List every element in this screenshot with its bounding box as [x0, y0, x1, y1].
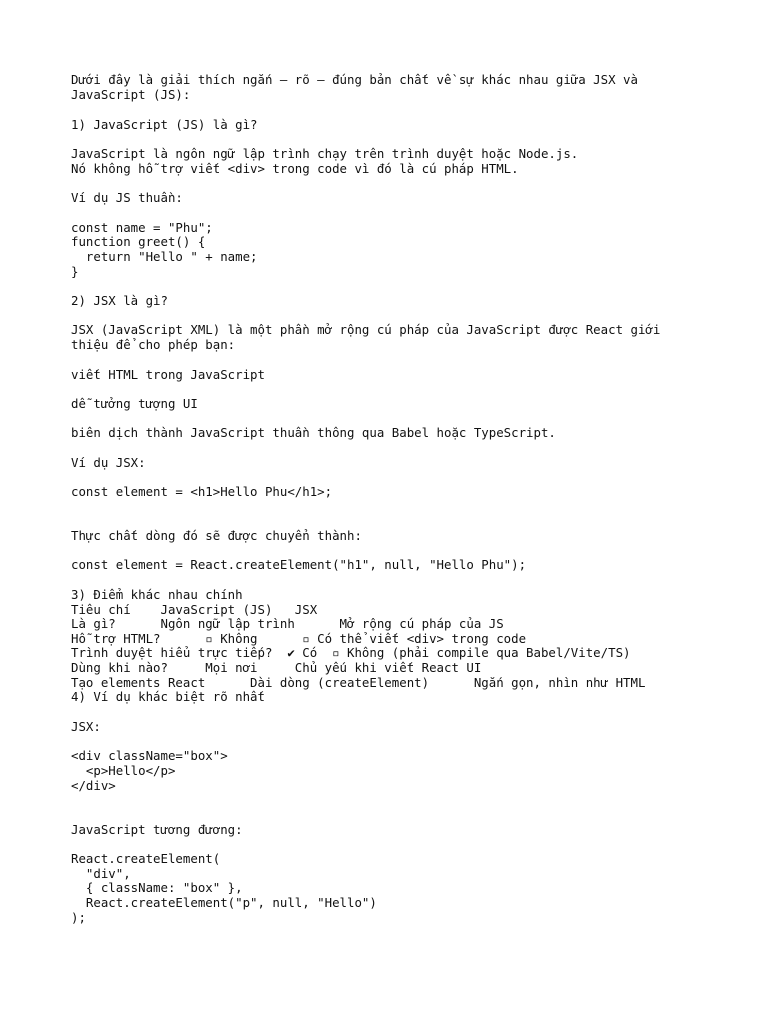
code-line: const element = <h1>Hello Phu</h1>;	[71, 484, 333, 499]
code-line: );	[71, 910, 86, 925]
comparison-row: Tạo elements React Dài dòng (createElement) Ngắn gọn, nhìn như HTML	[71, 675, 646, 690]
intro-line: Dưới đây là giải thích ngắn – rõ – đúng bản chất về sự khác nhau giữa JSX và	[71, 72, 638, 87]
section-heading: 4) Ví dụ khác biệt rõ nhất	[71, 689, 265, 704]
comparison-row: Hỗ trợ HTML? ▫ Không ▫ Có thể viết <div> trong code	[71, 631, 527, 646]
code-line: function greet() {	[71, 234, 206, 249]
converted-label: Thực chất dòng đó sẽ được chuyển thành:	[71, 528, 362, 543]
section-heading: 2) JSX là gì?	[71, 293, 168, 308]
code-line: { className: "box" },	[71, 880, 243, 895]
comparison-row: Dùng khi nào? Mọi nơi Chủ yếu khi viết React UI	[71, 660, 482, 675]
point-item: biên dịch thành JavaScript thuần thông qua Babel hoặc TypeScript.	[71, 425, 556, 440]
paragraph-line: Nó không hỗ trợ viết <div> trong code vì đó là cú pháp HTML.	[71, 161, 519, 176]
code-line: const element = React.createElement("h1", null, "Hello Phu");	[71, 557, 527, 572]
example-label: Ví dụ JS thuần:	[71, 190, 183, 205]
example-label: Ví dụ JSX:	[71, 455, 146, 470]
code-line: "div",	[71, 866, 131, 881]
comparison-row: Tiêu chí JavaScript (JS) JSX	[71, 602, 318, 617]
code-line: return "Hello " + name;	[71, 249, 258, 264]
example-label: JSX:	[71, 719, 101, 734]
paragraph-line: JSX (JavaScript XML) là một phần mở rộng cú pháp của JavaScript được React giới	[71, 322, 661, 337]
code-line: <div className="box">	[71, 748, 228, 763]
code-line: React.createElement(	[71, 851, 221, 866]
section-heading: 1) JavaScript (JS) là gì?	[71, 117, 258, 132]
code-line: }	[71, 264, 79, 279]
point-item: dễ tưởng tượng UI	[71, 396, 198, 411]
section-heading: 3) Điểm khác nhau chính	[71, 587, 243, 602]
comparison-row: Trình duyệt hiểu trực tiếp? ✔ Có ▫ Không (phải compile qua Babel/Vite/TS)	[71, 645, 631, 660]
example-label: JavaScript tương đương:	[71, 822, 243, 837]
code-line: </div>	[71, 778, 116, 793]
code-line: <p>Hello</p>	[71, 763, 176, 778]
paragraph-line: thiệu để cho phép bạn:	[71, 337, 236, 352]
intro-line: JavaScript (JS):	[71, 87, 191, 102]
code-line: const name = "Phu";	[71, 220, 213, 235]
paragraph-line: JavaScript là ngôn ngữ lập trình chạy trên trình duyệt hoặc Node.js.	[71, 146, 579, 161]
point-item: viết HTML trong JavaScript	[71, 367, 265, 382]
code-line: React.createElement("p", null, "Hello")	[71, 895, 377, 910]
comparison-row: Là gì? Ngôn ngữ lập trình Mở rộng cú pháp của JS	[71, 616, 504, 631]
